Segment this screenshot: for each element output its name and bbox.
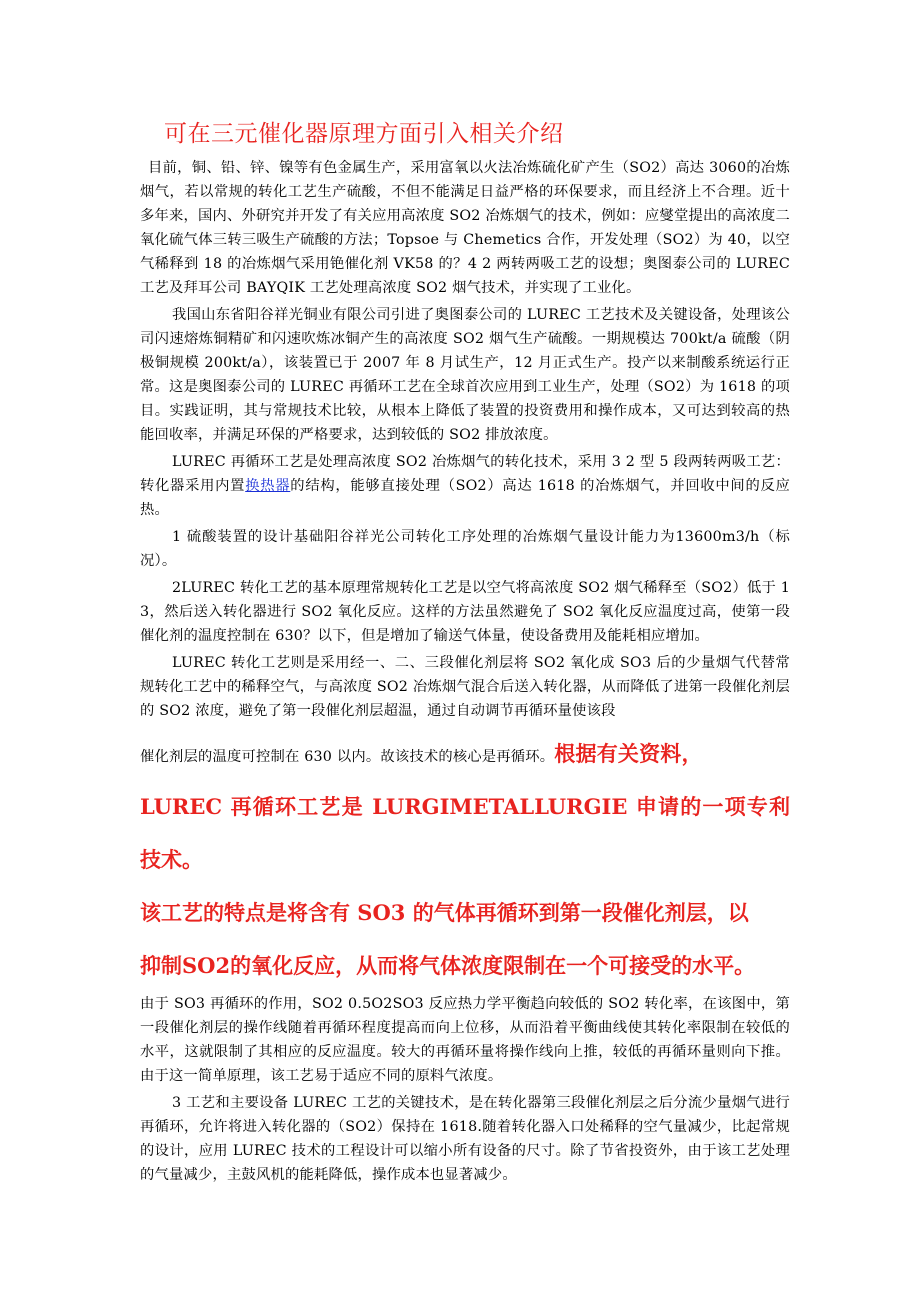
highlight-red-2: LUREC 再循环工艺是 LURGIMETALLURGIE 申请的一项专利技术。	[140, 794, 790, 872]
paragraph-5: 2LUREC 转化工艺的基本原理常规转化工艺是以空气将高浓度 SO2 烟气稀释至（SO2）低于 13，然后送入转化器进行 SO2 氧化反应。这样的方法虽然避免了 SO2 氧化反应温度过高，使第一段催化剂的温度控制在 630？以下，但是增加了输送气体量，使设备费用及能耗相应增加。	[140, 580, 790, 644]
paragraph-8: 由于 SO3 再循环的作用，SO2 0.5O2SO3 反应热力学平衡趋向较低的 SO2 转化率，在该图中，第一段催化剂层的操作线随着再循环程度提高而向上位移，从而沿着平衡曲线使其转化率限制在较低的水平，这就限制了其相应的反应温度。较大的再循环量将操作线向上推，较低的再循环量则向下推。由于这一简单原理，该工艺易于适应不同的原料气浓度。	[140, 996, 790, 1084]
document-title: 可在三元催化器原理方面引入相关介绍	[164, 121, 564, 147]
paragraph-7	[140, 727, 790, 780]
paragraph-3	[140, 450, 790, 522]
document-page	[140, 118, 790, 1187]
highlight-red-3: 该工艺的特点是将含有 SO3 的气体再循环到第一段催化剂层，以	[140, 900, 749, 925]
paragraph-3-text-a: LUREC 再循环工艺是处理高浓度 SO2 冶炼烟气的转化技术，采用 3 2 型 5 段两转两吸工艺：转化器采用内置	[140, 454, 790, 494]
paragraph-7-text: 催化剂层的温度可控制在 630 以内。故该技术的核心是再循环。	[140, 749, 555, 765]
paragraph-9: 3 工艺和主要设备 LUREC 工艺的关键技术，是在转化器第三段催化剂层之后分流少量烟气进行再循环，允许将进入转化器的（SO2）保持在 1618.随着转化器入口处稀释的空气量减少，比起常规的设计，应用 LUREC 技术的工程设计可以缩小所有设备的尺寸。除了节省投资外，由于该工艺处理的气量减少，主鼓风机的能耗降低，操作成本也显著减少。	[140, 1095, 790, 1183]
highlight-red-1: 根据有关资料，	[554, 741, 703, 766]
paragraph-2: 我国山东省阳谷祥光铜业有限公司引进了奥图泰公司的 LUREC 工艺技术及关键设备，处理该公司闪速熔炼铜精矿和闪速吹炼冰铜产生的高浓度 SO2 烟气生产硫酸。一期规模达 700kt/a 硫酸（阴极铜规模 200kt/a），该装置已于 2007 年 8 月试生产，12 月正式生产。投产以来制酸系统运行正常。这是奥图泰公司的 LUREC 再循环工艺在全球首次应用到工业生产，处理（SO2）为 1618 的项目。实践证明，其与常规技术比较，从根本上降低了装置的投资费用和操作成本，又可达到较高的热能回收率，并满足环保的严格要求，达到较低的 SO2 排放浓度。	[140, 307, 790, 443]
paragraph-4: 1 硫酸装置的设计基础阳谷祥光公司转化工序处理的冶炼烟气量设计能力为13600m3/h（标况）。	[140, 529, 790, 569]
heat-exchanger-link[interactable]: 换热器	[245, 478, 291, 494]
highlight-red-4: 抑制SO2的氧化反应，从而将气体浓度限制在一个可接受的水平。	[140, 953, 756, 978]
paragraph-3-text-b: 的结构，能够直接处理（SO2）高达 1618 的冶炼烟气，并回收中间的反应热。	[140, 478, 791, 518]
paragraph-6: LUREC 转化工艺则是采用经一、二、三段催化剂层将 SO2 氧化成 SO3 后的少量烟气代替常规转化工艺中的稀释空气，与高浓度 SO2 冶炼烟气混合后送入转化器，从而降低了进第一段催化剂层的 SO2 浓度，避免了第一段催化剂层超温，通过自动调节再循环量使该段	[140, 655, 790, 719]
paragraph-1: 目前，铜、铅、锌、镍等有色金属生产，采用富氧以火法冶炼硫化矿产生（SO2）高达 3060的冶炼烟气，若以常规的转化工艺生产硫酸，不但不能满足日益严格的环保要求，而且经济上不合理。近十多年来，国内、外研究并开发了有关应用高浓度 SO2 冶炼烟气的技术，例如：应燮堂提出的高浓度二氧化硫气体三转三吸生产硫酸的方法；Topsoe 与 Chemetics 合作，开发处理（SO2）为 40，以空气稀释到 18 的冶炼烟气采用铯催化剂 VK58 的？4 2 两转两吸工艺的设想；奥图泰公司的 LUREC 工艺及拜耳公司 BAYQIK 工艺处理高浓度 SO2 烟气技术，并实现了工业化。	[140, 160, 790, 296]
